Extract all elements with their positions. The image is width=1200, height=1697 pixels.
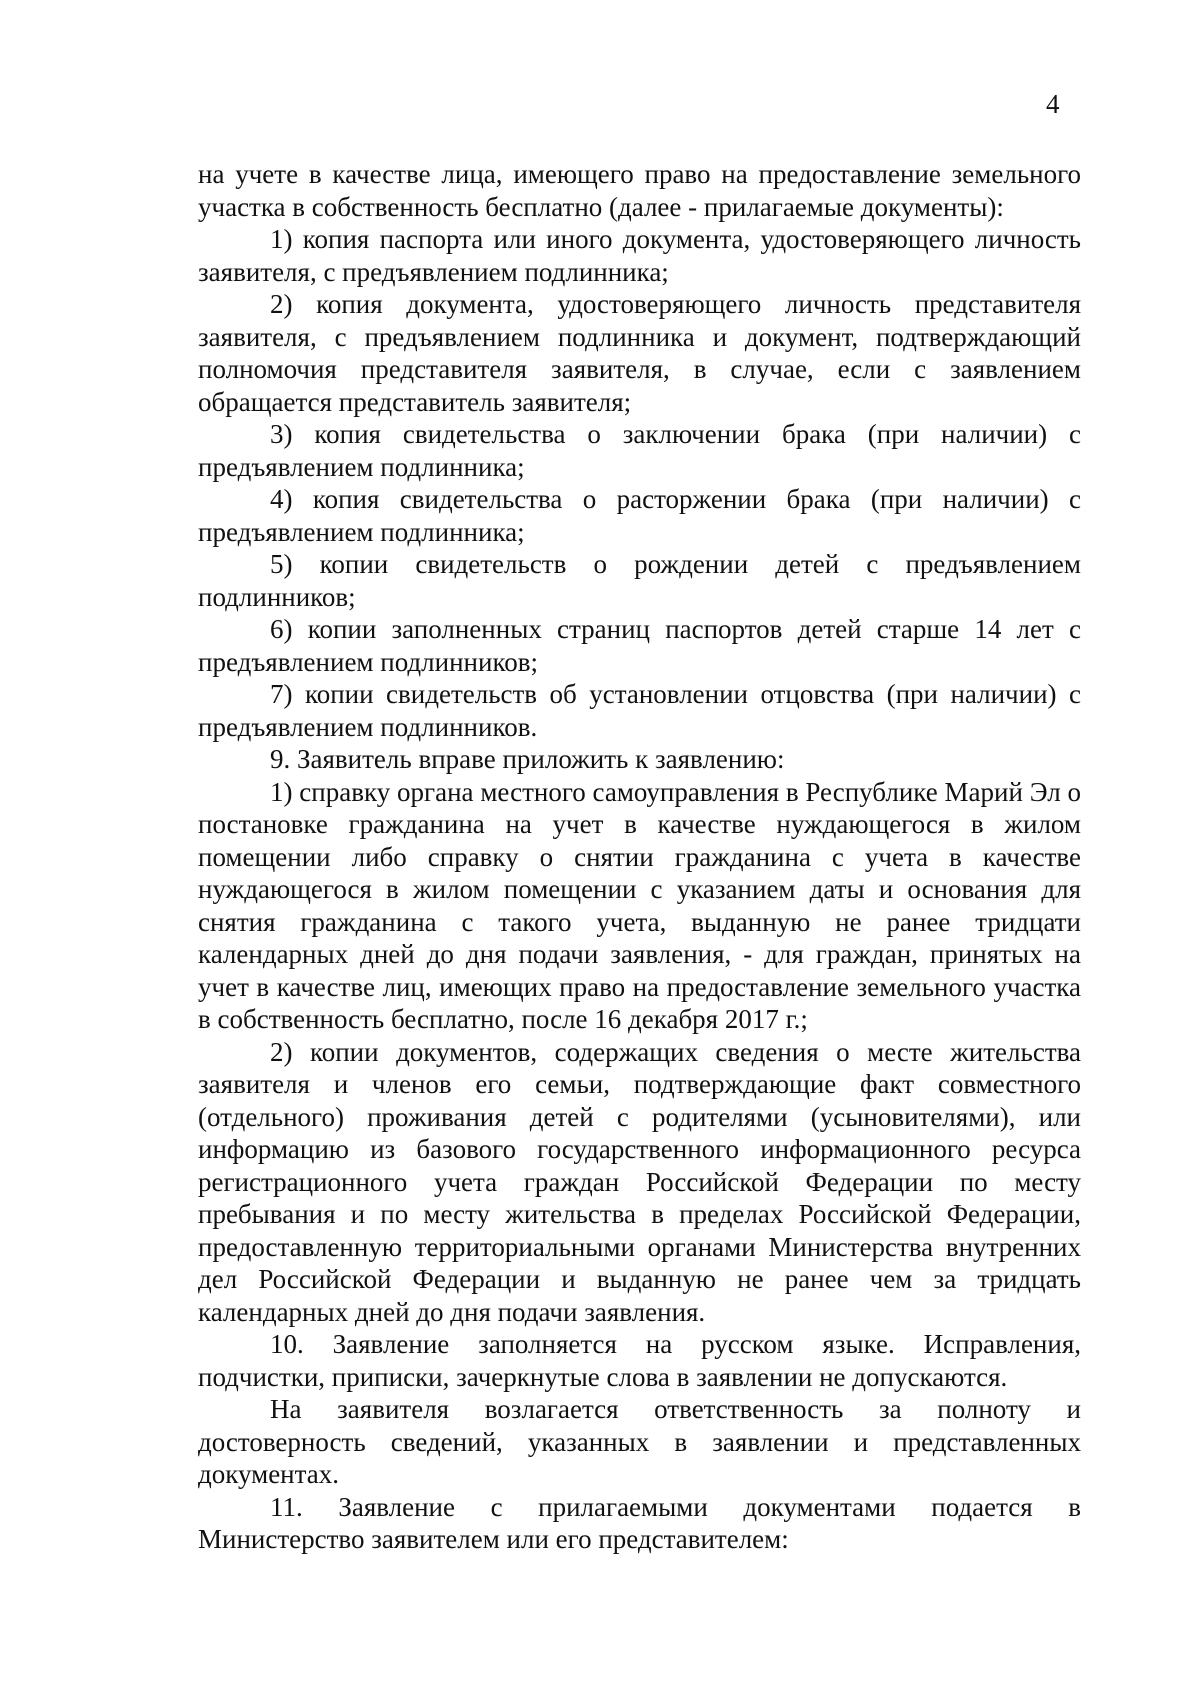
page-number: 4 — [1046, 89, 1060, 119]
paragraph-responsibility: На заявителя возлагается ответственность за полноту и достоверность сведений, указанных в заявлении и представленных документах. — [198, 1394, 1081, 1489]
paragraph-item-3-marriage: 3) копия свидетельства о заключении брака (при наличии) с предъявлением подлинника; — [198, 419, 1081, 482]
paragraph-section-9-item-2: 2) копии документов, содержащих сведения о месте жительства заявителя и членов его семьи, подтверждающие факт совместного (отдельного) проживания детей с родителями (усыновителями), или информацию из базового государственного информационного ресурса регистрационного учета граждан Российской Федерации по месту пребывания и по месту жительства в пределах Российской Федерации, предоставленную территориальными органами Министерства внутренних дел Российской Федерации и выданную не ранее чем за тридцать календарных дней до дня подачи заявления. — [198, 1036, 1081, 1327]
paragraph-section-11: 11. Заявление с прилагаемыми документами подается в Министерство заявителем или его представителем: — [198, 1491, 1081, 1554]
paragraph-section-9-item-1: 1) справку органа местного самоуправления в Республике Марий Эл о постановке гражданина на учет в качестве нуждающегося в жилом помещении либо справку о снятии гражданина с учета в качестве нуждающегося в жилом помещении с указанием даты и основания для снятия гражданина с такого учета, выданную не ранее тридцати календарных дней до дня подачи заявления, - для граждан, принятых на учет в качестве лиц, имеющих право на предоставление земельного участка в собственность бесплатно, после 16 декабря 2017 г.; — [198, 776, 1081, 1034]
paragraph-continuation: на учете в качестве лица, имеющего право на предоставление земельного участка в собственность бесплатно (далее - прилагаемые документы): — [198, 159, 1081, 222]
paragraph-item-5-birth: 5) копии свидетельств о рождении детей с предъявлением подлинников; — [198, 549, 1081, 612]
paragraph-section-9: 9. Заявитель вправе приложить к заявлению: — [270, 744, 785, 774]
paragraph-item-1-passport: 1) копия паспорта или иного документа, удостоверяющего личность заявителя, с предъявлением подлинника; — [198, 224, 1081, 287]
paragraph-item-6-children-passports: 6) копии заполненных страниц паспортов детей старше 14 лет с предъявлением подлинников; — [198, 614, 1081, 677]
paragraph-item-4-divorce: 4) копия свидетельства о расторжении брака (при наличии) с предъявлением подлинника; — [198, 484, 1081, 547]
paragraph-item-7-paternity: 7) копии свидетельств об установлении отцовства (при наличии) с предъявлением подлинников. — [198, 679, 1081, 742]
paragraph-section-10: 10. Заявление заполняется на русском языке. Исправления, подчистки, приписки, зачеркнутые слова в заявлении не допускаются. — [198, 1329, 1081, 1392]
paragraph-item-2-representative: 2) копия документа, удостоверяющего личность представителя заявителя, с предъявлением подлинника и документ, подтверждающий полномочия представителя заявителя, в случае, если с заявлением обращается представитель заявителя; — [198, 289, 1081, 417]
document-body — [198, 158, 1081, 1556]
